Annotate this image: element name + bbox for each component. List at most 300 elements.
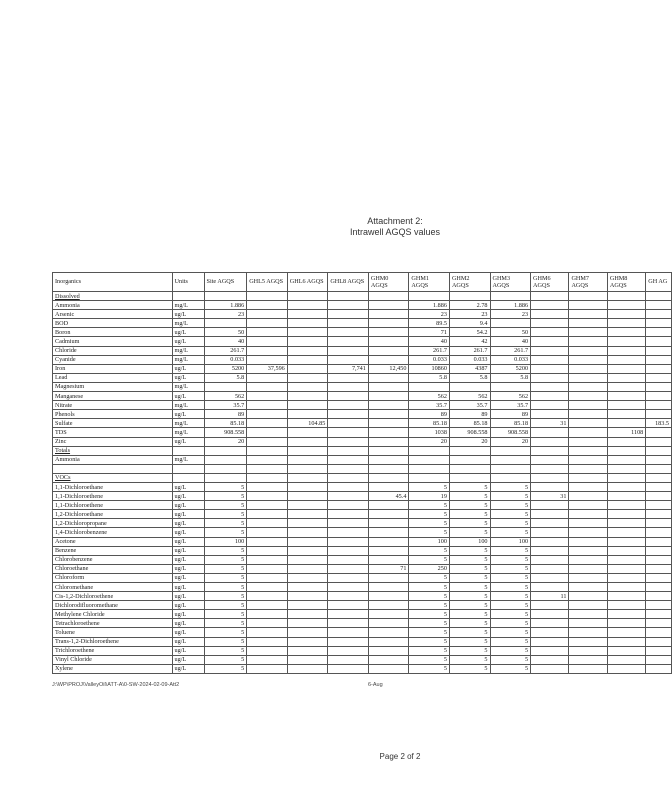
value-cell: 5: [490, 573, 531, 582]
unit-cell: mg/L: [172, 319, 204, 328]
value-cell: 5: [409, 573, 450, 582]
value-cell: [328, 592, 369, 601]
value-cell: [247, 501, 288, 510]
value-cell: [646, 310, 672, 319]
value-cell: 5: [409, 583, 450, 592]
value-cell: [569, 573, 607, 582]
value-cell: [204, 319, 247, 328]
value-cell: 40: [409, 337, 450, 346]
value-cell: 5200: [490, 364, 531, 373]
value-cell: [328, 473, 369, 482]
value-cell: [409, 473, 450, 482]
value-cell: 5: [204, 601, 247, 610]
value-cell: [607, 401, 645, 410]
value-cell: [607, 292, 645, 301]
value-cell: [607, 510, 645, 519]
value-cell: [328, 419, 369, 428]
value-cell: 5: [449, 573, 490, 582]
value-cell: [368, 428, 409, 437]
value-cell: [247, 301, 288, 310]
value-cell: [287, 319, 328, 328]
value-cell: [247, 473, 288, 482]
value-cell: [607, 519, 645, 528]
value-cell: [247, 646, 288, 655]
value-cell: 100: [449, 537, 490, 546]
column-header: GHM1 AGQS: [409, 273, 450, 292]
value-cell: [287, 592, 328, 601]
value-cell: [531, 546, 569, 555]
value-cell: [531, 410, 569, 419]
parameter-cell: 1,2-Dichloropropane: [53, 519, 173, 528]
parameter-cell: 1,1-Dichloroethene: [53, 492, 173, 501]
value-cell: [287, 346, 328, 355]
value-cell: [247, 510, 288, 519]
value-cell: [490, 319, 531, 328]
value-cell: [607, 392, 645, 401]
value-cell: [569, 428, 607, 437]
value-cell: [368, 355, 409, 364]
value-cell: 5: [449, 519, 490, 528]
value-cell: [368, 301, 409, 310]
table-row: [53, 464, 672, 473]
value-cell: [328, 410, 369, 419]
parameter-cell: Trans-1,2-Dichloroethene: [53, 637, 173, 646]
value-cell: [368, 337, 409, 346]
value-cell: [368, 519, 409, 528]
value-cell: [287, 564, 328, 573]
value-cell: [607, 382, 645, 391]
value-cell: [531, 573, 569, 582]
value-cell: [328, 537, 369, 546]
value-cell: [646, 610, 672, 619]
value-cell: [368, 292, 409, 301]
unit-cell: ug/L: [172, 482, 204, 491]
value-cell: 5: [409, 528, 450, 537]
value-cell: [569, 464, 607, 473]
table-row: [53, 337, 672, 346]
value-cell: [368, 664, 409, 673]
value-cell: 1108: [607, 428, 645, 437]
value-cell: [328, 583, 369, 592]
value-cell: 7,741: [328, 364, 369, 373]
value-cell: [287, 328, 328, 337]
value-cell: [287, 583, 328, 592]
value-cell: [569, 610, 607, 619]
value-cell: [569, 455, 607, 464]
value-cell: [646, 364, 672, 373]
table-row: [53, 655, 672, 664]
value-cell: [490, 292, 531, 301]
value-cell: [328, 437, 369, 446]
value-cell: 5: [449, 628, 490, 637]
value-cell: [287, 337, 328, 346]
value-cell: [287, 437, 328, 446]
value-cell: [569, 583, 607, 592]
value-cell: [531, 337, 569, 346]
value-cell: 19: [409, 492, 450, 501]
value-cell: [569, 546, 607, 555]
value-cell: [646, 482, 672, 491]
unit-cell: ug/L: [172, 601, 204, 610]
value-cell: [531, 655, 569, 664]
value-cell: 5: [449, 664, 490, 673]
value-cell: [449, 455, 490, 464]
value-cell: 89: [490, 410, 531, 419]
value-cell: [247, 401, 288, 410]
value-cell: [287, 446, 328, 455]
value-cell: [569, 528, 607, 537]
parameter-cell: Toluene: [53, 628, 173, 637]
value-cell: [287, 510, 328, 519]
value-cell: 5: [490, 646, 531, 655]
table-body: [53, 292, 672, 674]
unit-cell: ug/L: [172, 637, 204, 646]
value-cell: [287, 628, 328, 637]
unit-cell: ug/L: [172, 628, 204, 637]
value-cell: [287, 537, 328, 546]
value-cell: [531, 664, 569, 673]
footer-file-path: J:\WP\PROJ\ValleyOil\ATT-A\0-SW-2024-02-09-Att2: [52, 682, 180, 688]
value-cell: [328, 310, 369, 319]
value-cell: [328, 337, 369, 346]
unit-cell: mg/L: [172, 301, 204, 310]
value-cell: 5.8: [449, 373, 490, 382]
value-cell: 20: [490, 437, 531, 446]
value-cell: [646, 382, 672, 391]
value-cell: [646, 637, 672, 646]
value-cell: 5: [490, 564, 531, 573]
value-cell: [569, 564, 607, 573]
value-cell: 5.8: [490, 373, 531, 382]
value-cell: [646, 428, 672, 437]
value-cell: [607, 446, 645, 455]
value-cell: [569, 346, 607, 355]
value-cell: 9.4: [449, 319, 490, 328]
value-cell: [328, 573, 369, 582]
value-cell: [328, 328, 369, 337]
value-cell: 562: [449, 392, 490, 401]
value-cell: 85.18: [409, 419, 450, 428]
table-row: [53, 437, 672, 446]
value-cell: 250: [409, 564, 450, 573]
value-cell: 23: [490, 310, 531, 319]
value-cell: [368, 419, 409, 428]
value-cell: 40: [490, 337, 531, 346]
value-cell: 20: [409, 437, 450, 446]
value-cell: 12,450: [368, 364, 409, 373]
value-cell: [569, 646, 607, 655]
value-cell: [368, 437, 409, 446]
value-cell: [287, 392, 328, 401]
value-cell: [607, 328, 645, 337]
value-cell: 5: [449, 501, 490, 510]
value-cell: 5: [409, 628, 450, 637]
value-cell: 10860: [409, 364, 450, 373]
value-cell: 5: [490, 501, 531, 510]
value-cell: [531, 610, 569, 619]
value-cell: [287, 428, 328, 437]
value-cell: [646, 373, 672, 382]
unit-cell: ug/L: [172, 437, 204, 446]
table-row: [53, 410, 672, 419]
value-cell: 5: [490, 519, 531, 528]
value-cell: [531, 392, 569, 401]
value-cell: 1.886: [409, 301, 450, 310]
value-cell: [569, 392, 607, 401]
value-cell: [646, 510, 672, 519]
value-cell: [368, 455, 409, 464]
parameter-cell: Xylene: [53, 664, 173, 673]
value-cell: 5: [204, 573, 247, 582]
value-cell: [328, 464, 369, 473]
table-row: [53, 310, 672, 319]
value-cell: [247, 292, 288, 301]
value-cell: [287, 373, 328, 382]
parameter-cell: Totals: [53, 446, 173, 455]
value-cell: [607, 482, 645, 491]
parameter-cell: VOCs: [53, 473, 173, 482]
column-header: GHL8 AGQS: [328, 273, 369, 292]
value-cell: [449, 292, 490, 301]
value-cell: [328, 555, 369, 564]
value-cell: 85.18: [204, 419, 247, 428]
value-cell: [531, 555, 569, 564]
value-cell: [646, 655, 672, 664]
unit-cell: mg/L: [172, 419, 204, 428]
value-cell: [607, 337, 645, 346]
value-cell: [646, 628, 672, 637]
parameter-cell: Nitrate: [53, 401, 173, 410]
value-cell: 5: [490, 492, 531, 501]
value-cell: [569, 292, 607, 301]
value-cell: 5: [204, 482, 247, 491]
parameter-cell: Zinc: [53, 437, 173, 446]
value-cell: [328, 528, 369, 537]
value-cell: [569, 473, 607, 482]
value-cell: [646, 601, 672, 610]
parameter-cell: Vinyl Chloride: [53, 655, 173, 664]
value-cell: [368, 619, 409, 628]
value-cell: 5: [409, 555, 450, 564]
value-cell: 5: [204, 492, 247, 501]
value-cell: [287, 601, 328, 610]
value-cell: [607, 619, 645, 628]
value-cell: [646, 573, 672, 582]
value-cell: [607, 564, 645, 573]
table-row: [53, 519, 672, 528]
value-cell: 183.5: [646, 419, 672, 428]
value-cell: [247, 410, 288, 419]
value-cell: 5: [449, 482, 490, 491]
value-cell: [490, 446, 531, 455]
document-title: [330, 216, 460, 238]
value-cell: [328, 492, 369, 501]
parameter-cell: Dissolved: [53, 292, 173, 301]
value-cell: [328, 301, 369, 310]
table-row: [53, 564, 672, 573]
unit-cell: ug/L: [172, 546, 204, 555]
value-cell: [646, 328, 672, 337]
value-cell: [409, 455, 450, 464]
value-cell: [247, 482, 288, 491]
column-header: Inorganics: [53, 273, 173, 292]
value-cell: [569, 410, 607, 419]
table-row: [53, 392, 672, 401]
value-cell: [569, 655, 607, 664]
value-cell: [569, 355, 607, 364]
value-cell: [646, 401, 672, 410]
unit-cell: ug/L: [172, 364, 204, 373]
value-cell: [607, 555, 645, 564]
value-cell: 0.033: [490, 355, 531, 364]
value-cell: 71: [368, 564, 409, 573]
value-cell: [368, 473, 409, 482]
unit-cell: [172, 464, 204, 473]
value-cell: 42: [449, 337, 490, 346]
value-cell: 5.8: [204, 373, 247, 382]
value-cell: [328, 428, 369, 437]
value-cell: 5: [490, 528, 531, 537]
value-cell: [607, 601, 645, 610]
value-cell: 261.7: [490, 346, 531, 355]
value-cell: [368, 319, 409, 328]
table-row: [53, 619, 672, 628]
unit-cell: ug/L: [172, 373, 204, 382]
column-header: GHM0 AGQS: [368, 273, 409, 292]
column-header: Site AGQS: [204, 273, 247, 292]
value-cell: 5: [490, 655, 531, 664]
column-header: GHM8 AGQS: [607, 273, 645, 292]
unit-cell: mg/L: [172, 455, 204, 464]
value-cell: 45.4: [368, 492, 409, 501]
value-cell: 5: [449, 528, 490, 537]
value-cell: 5: [490, 555, 531, 564]
value-cell: [409, 382, 450, 391]
value-cell: [328, 501, 369, 510]
parameter-cell: 1,2-Dichloroethane: [53, 510, 173, 519]
value-cell: 261.7: [449, 346, 490, 355]
value-cell: [607, 646, 645, 655]
value-cell: 4387: [449, 364, 490, 373]
value-cell: 5: [204, 610, 247, 619]
value-cell: [368, 583, 409, 592]
table-row: [53, 346, 672, 355]
value-cell: [607, 610, 645, 619]
value-cell: [368, 346, 409, 355]
value-cell: [569, 401, 607, 410]
value-cell: [247, 328, 288, 337]
value-cell: [646, 346, 672, 355]
value-cell: [531, 482, 569, 491]
value-cell: [531, 292, 569, 301]
value-cell: [368, 637, 409, 646]
value-cell: [247, 537, 288, 546]
value-cell: 5: [409, 610, 450, 619]
table-row: [53, 637, 672, 646]
unit-cell: ug/L: [172, 655, 204, 664]
value-cell: [531, 619, 569, 628]
value-cell: 5: [449, 655, 490, 664]
value-cell: [328, 355, 369, 364]
value-cell: [569, 637, 607, 646]
value-cell: [368, 610, 409, 619]
value-cell: [247, 619, 288, 628]
value-cell: 908.558: [204, 428, 247, 437]
value-cell: [247, 392, 288, 401]
value-cell: [490, 455, 531, 464]
value-cell: [368, 510, 409, 519]
value-cell: [247, 564, 288, 573]
value-cell: [607, 655, 645, 664]
value-cell: [247, 528, 288, 537]
value-cell: [646, 564, 672, 573]
table-header-row: [53, 273, 672, 292]
section-row: [53, 473, 672, 482]
value-cell: 908.558: [490, 428, 531, 437]
value-cell: 35.7: [409, 401, 450, 410]
value-cell: [646, 619, 672, 628]
value-cell: 5.8: [409, 373, 450, 382]
value-cell: [247, 355, 288, 364]
value-cell: [646, 646, 672, 655]
value-cell: 5: [449, 637, 490, 646]
value-cell: [328, 482, 369, 491]
unit-cell: ug/L: [172, 564, 204, 573]
parameter-cell: 1,4-Dichlorobenzene: [53, 528, 173, 537]
parameter-cell: Methylene Chloride: [53, 610, 173, 619]
value-cell: 5: [409, 510, 450, 519]
value-cell: [569, 337, 607, 346]
value-cell: [287, 610, 328, 619]
value-cell: [247, 382, 288, 391]
value-cell: [287, 637, 328, 646]
section-row: [53, 446, 672, 455]
table-row: [53, 573, 672, 582]
value-cell: [646, 546, 672, 555]
value-cell: 5: [449, 601, 490, 610]
value-cell: 562: [490, 392, 531, 401]
value-cell: [569, 437, 607, 446]
value-cell: [531, 310, 569, 319]
value-cell: [287, 646, 328, 655]
value-cell: [646, 583, 672, 592]
value-cell: [328, 619, 369, 628]
title-line-1: Attachment 2:: [367, 216, 423, 226]
value-cell: 562: [409, 392, 450, 401]
value-cell: [328, 610, 369, 619]
value-cell: 35.7: [449, 401, 490, 410]
value-cell: 31: [531, 492, 569, 501]
value-cell: 5: [204, 664, 247, 673]
value-cell: [204, 382, 247, 391]
table-row: [53, 646, 672, 655]
table-row: [53, 664, 672, 673]
value-cell: [287, 292, 328, 301]
unit-cell: mg/L: [172, 355, 204, 364]
value-cell: 5: [409, 546, 450, 555]
value-cell: 5: [204, 655, 247, 664]
value-cell: [247, 419, 288, 428]
value-cell: 5: [490, 601, 531, 610]
value-cell: 50: [204, 328, 247, 337]
value-cell: [607, 501, 645, 510]
value-cell: [531, 355, 569, 364]
value-cell: [368, 555, 409, 564]
value-cell: [247, 310, 288, 319]
value-cell: 100: [490, 537, 531, 546]
parameter-cell: BOD: [53, 319, 173, 328]
value-cell: [607, 419, 645, 428]
